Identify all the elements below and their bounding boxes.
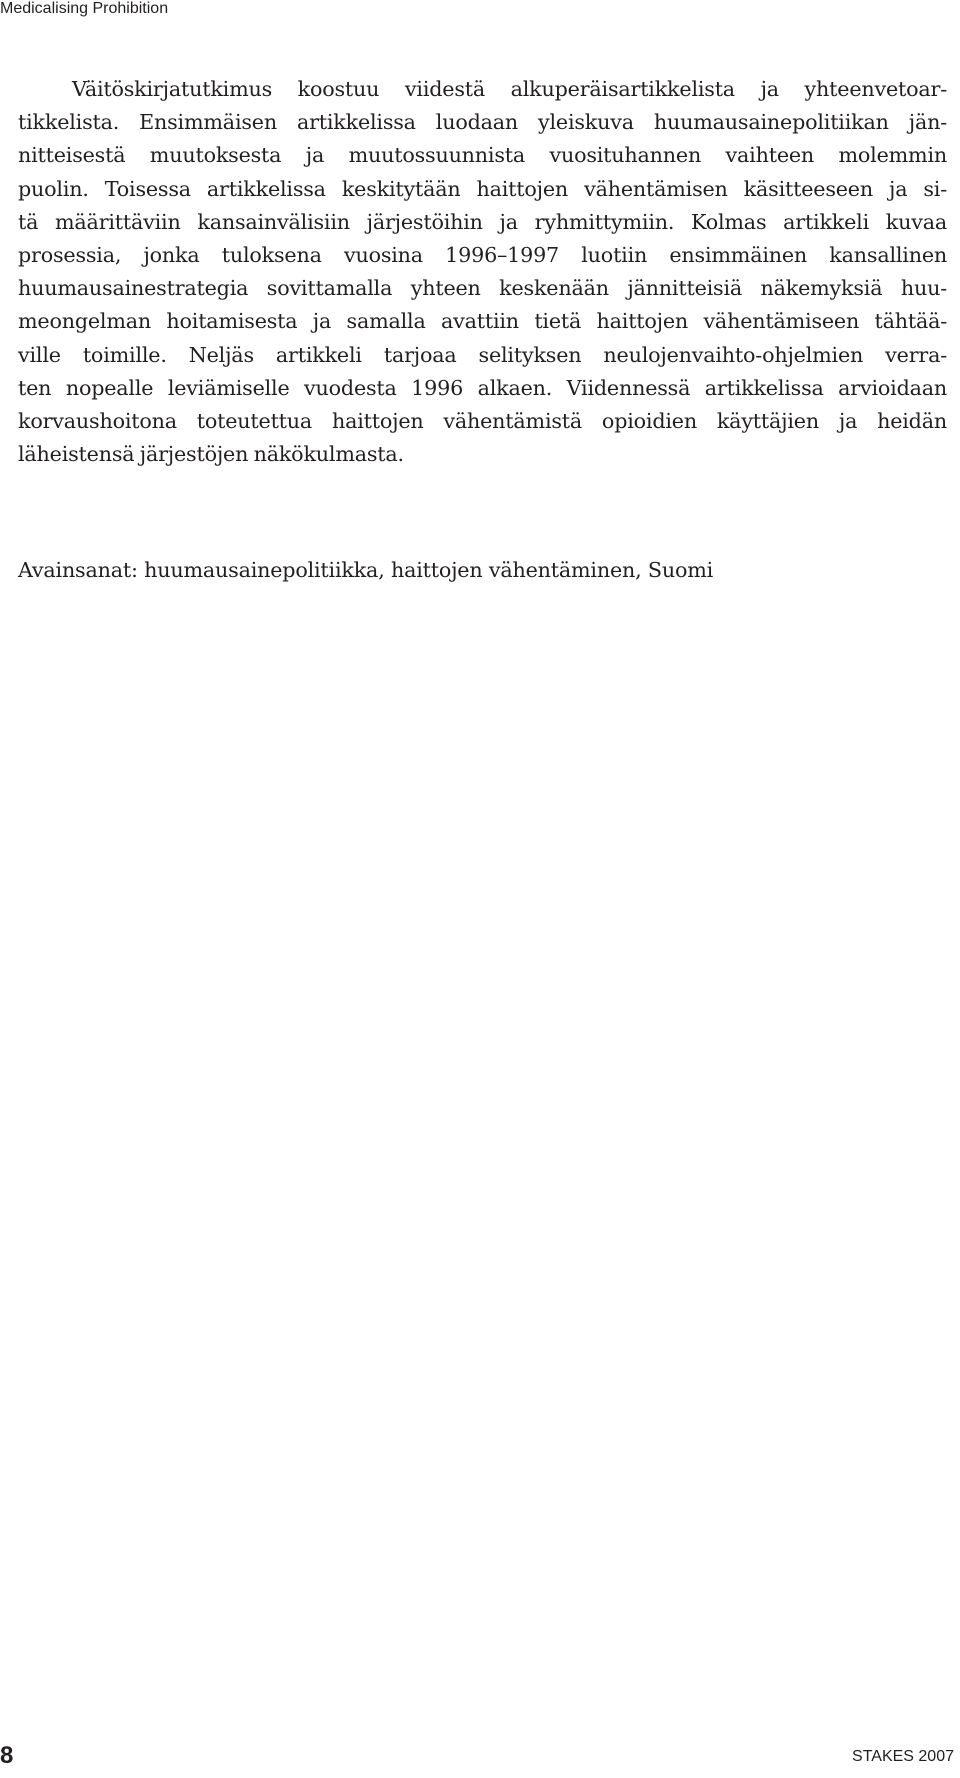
abstract-line: nitteisestä muutoksesta ja muutossuunnista vuosituhannen vaihteen molemmin	[18, 143, 947, 168]
abstract-line: ten nopealle leviämiselle vuodesta 1996 alkaen. Viidennessä artikkelissa arvioidaan	[18, 375, 947, 400]
abstract-line: tä määrittäviin kansainvälisiin järjestöihin ja ryhmittymiin. Kolmas artikkeli kuvaa	[18, 209, 947, 234]
keywords: Avainsanat: huumausainepolitiikka, haittojen vähentäminen, Suomi	[18, 558, 714, 582]
abstract-line: tikkelista. Ensimmäisen artikkelissa luodaan yleiskuva huumausainepolitiikan jän-	[18, 110, 947, 135]
abstract-body	[18, 73, 947, 471]
abstract-line: prosessia, jonka tuloksena vuosina 1996–1997 luotiin ensimmäinen kansallinen	[18, 242, 947, 267]
abstract-line: läheistensä järjestöjen näkökulmasta.	[18, 442, 404, 467]
running-head: Medicalising Prohibition	[0, 0, 169, 17]
abstract-line: huumausainestrategia sovittamalla yhteen keskenään jännitteisiä näkemyksiä huu-	[18, 276, 947, 301]
footer-publisher: STAKES 2007	[852, 1748, 954, 1765]
abstract-line: ville toimille. Neljäs artikkeli tarjoaa selityksen neulojenvaihto-ohjelmien verra-	[18, 342, 947, 367]
abstract-line: korvaushoitona toteutettua haittojen vähentämistä opioidien käyttäjien ja heidän	[18, 408, 947, 433]
abstract-line: puolin. Toisessa artikkelissa keskitytään haittojen vähentämisen käsitteeseen ja si-	[18, 176, 947, 201]
abstract-line: meongelman hoitamisesta ja samalla avattiin tietä haittojen vähentämiseen tähtää-	[18, 309, 947, 334]
page-number: 8	[0, 1742, 14, 1769]
abstract-line: Väitöskirjatutkimus koostuu viidestä alkuperäisartikkelista ja yhteenvetoar-	[72, 77, 947, 101]
